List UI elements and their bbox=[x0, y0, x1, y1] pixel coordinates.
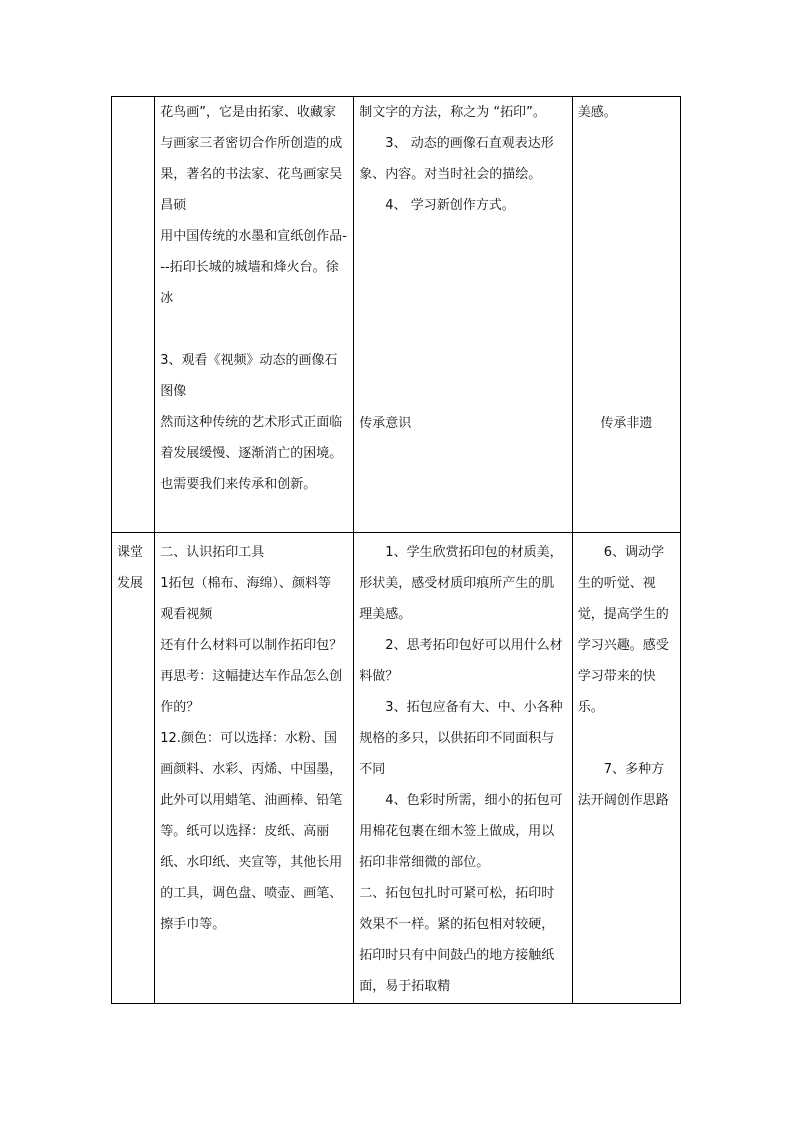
stage-cell: 课堂发展 bbox=[112, 533, 155, 1004]
paragraph: 2、思考拓印包好可以用什么材料做？ bbox=[359, 638, 563, 684]
spacer bbox=[160, 314, 348, 345]
paragraph: 传承非遗 bbox=[600, 416, 653, 431]
paragraph: 制文字的方法，称之为 “拓印”。 bbox=[359, 105, 546, 120]
design-intent-cell bbox=[572, 533, 680, 1004]
spacer bbox=[578, 723, 675, 754]
paragraph: 4、 学习新创作方式。 bbox=[385, 198, 515, 213]
table-row bbox=[112, 97, 681, 533]
lesson-plan-table bbox=[111, 96, 681, 1004]
paragraph: 二、认识拓印工具 bbox=[160, 545, 265, 560]
paragraph: 6、调动学生的听觉、视觉，提高学生的学习兴趣。感受学习带来的快乐。 bbox=[577, 545, 669, 715]
paragraph: 3、观看《视频》动态的画像石图像 bbox=[160, 353, 338, 399]
paragraph: 3、拓包应备有大、中、小各种规格的多只，以供拓印不同面积与不同 bbox=[359, 700, 563, 777]
paragraph: 再思考：这幅捷达车作品怎么创作的？ bbox=[160, 669, 343, 715]
table-row bbox=[112, 533, 681, 1004]
teacher-activity-cell bbox=[155, 533, 354, 1004]
paragraph: 观看视频 bbox=[160, 607, 213, 622]
student-activity-cell bbox=[354, 533, 573, 1004]
paragraph: 1拓包（棉布、海绵）、颜料等 bbox=[160, 576, 332, 591]
student-activity-cell bbox=[354, 97, 573, 533]
paragraph: 12.颜色：可以选择：水粉、国画颜料、水彩、丙烯、中国墨，此外可以用蜡笔、油画棒、铅笔等。纸可以选择：皮纸、高丽纸、水印纸、夹宣等，其他长用的工具，调色盘、喷壶、画笔、擦手巾等。 bbox=[160, 731, 343, 932]
paragraph: 用中国传统的水墨和宣纸创作品---拓印长城的城墙和烽火台。徐冰 bbox=[160, 229, 347, 306]
paragraph: 美感。 bbox=[577, 105, 617, 120]
teacher-activity-cell bbox=[155, 97, 354, 533]
design-intent-cell bbox=[572, 97, 680, 533]
paragraph: 二、拓包包扎时可紧可松，拓印时效果不一样。紧的拓包相对较硬，拓印时只有中间鼓凸的地方接触纸面，易于拓取精 bbox=[359, 886, 555, 994]
stage-cell bbox=[112, 97, 155, 533]
paragraph: 1、学生欣赏拓印包的材质美，形状美，感受材质印痕所产生的肌理美感。 bbox=[359, 545, 563, 622]
paragraph: 4、色彩时所需，细小的拓包可用棉花包裹在细木签上做成，用以拓印非常细微的部位。 bbox=[359, 793, 563, 870]
paragraph: 7、多种方法开阔创作思路 bbox=[577, 762, 669, 808]
paragraph: 3、 动态的画像石直观表达形象、内容。对当时社会的描绘。 bbox=[359, 136, 554, 182]
paragraph: 传承意识 bbox=[359, 416, 412, 431]
paragraph: 花鸟画”，它是由拓家、收藏家与画家三者密切合作所创造的成果，著名的书法家、花鸟画家吴昌硕 bbox=[160, 105, 343, 213]
paragraph: 还有什么材料可以制作拓印包？ bbox=[160, 638, 343, 653]
paragraph: 然而这种传统的艺术形式正面临着发展缓慢、逐渐消亡的困境。也需要我们来传承和创新。 bbox=[160, 415, 343, 492]
